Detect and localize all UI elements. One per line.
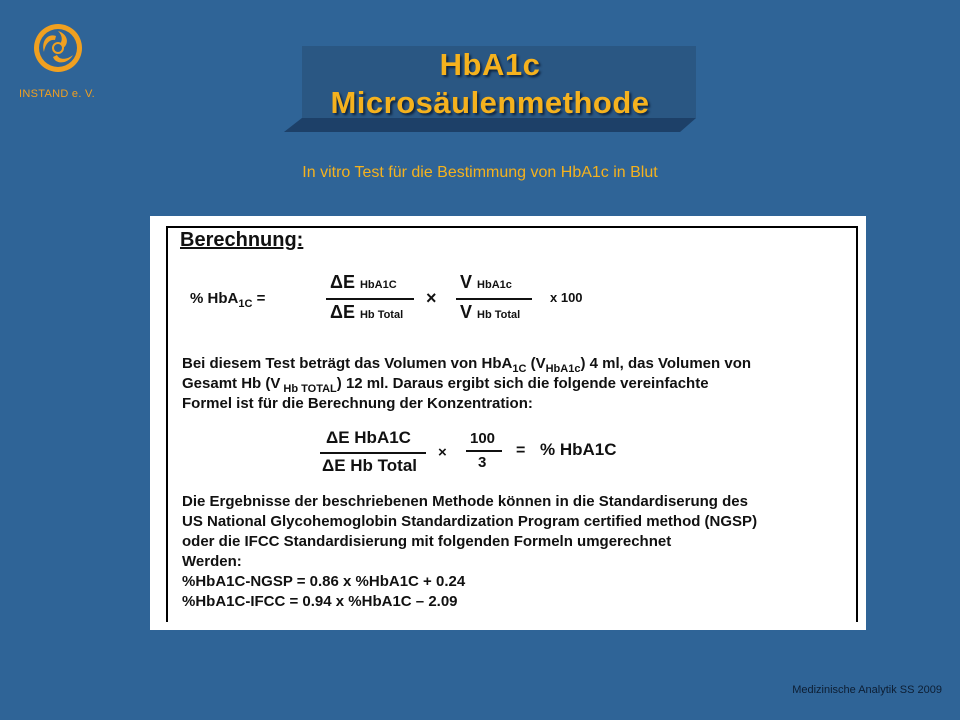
para2-line-1: Die Ergebnisse der beschriebenen Methode können in die Standardiserung des: [182, 493, 748, 510]
title-line-1: HbA1c: [439, 47, 541, 82]
formula1-den2: V Hb Total: [460, 302, 521, 322]
para2-line-3: oder die IFCC Standardisierung mit folgenden Formeln umgerechnet: [182, 533, 672, 550]
formula2-num: ΔE HbA1C: [326, 428, 411, 447]
conversion-ifcc: %HbA1C-IFCC = 0.94 x %HbA1C – 2.09: [182, 593, 458, 610]
formula2-den: ΔE Hb Total: [322, 456, 418, 475]
formula2-equals: =: [516, 442, 526, 459]
para2-line-4: Werden:: [182, 553, 242, 570]
para2-line-2: US National Glycohemoglobin Standardization Program certified method (NGSP): [182, 513, 758, 530]
formula1-num2: V HbA1c: [460, 272, 512, 292]
org-name: INSTAND e. V.: [19, 88, 96, 100]
formula2-den2: 3: [478, 454, 487, 471]
instand-logo: [32, 22, 84, 74]
conversion-ngsp: %HbA1C-NGSP = 0.86 x %HbA1C + 0.24: [182, 573, 466, 590]
formula2-fraction-line-2: [466, 450, 502, 452]
title-line-2: Microsäulenmethode: [330, 85, 650, 120]
scanned-document: [150, 216, 866, 630]
document-frame: [166, 226, 858, 622]
calc-heading: Berechnung:: [180, 229, 304, 251]
subtitle: In vitro Test für die Bestimmung von HbA1c in Blut: [302, 164, 658, 181]
instand-logo-mark: [32, 22, 84, 74]
footer-course: Medizinische Analytik SS 2009: [792, 684, 942, 696]
formula2-times: ×: [438, 444, 447, 461]
formula1-factor: x 100: [550, 290, 583, 305]
formula2-result: % HbA1C: [540, 440, 617, 459]
formula2-fraction-line-1: [320, 452, 426, 454]
formula1-fraction-line-1: [326, 298, 414, 300]
formula1-lhs: % HbA$_{1C}$ =: [190, 290, 266, 310]
page-title: [284, 46, 696, 122]
para1-line-2: Gesamt Hb (V $_{Hb TOTAL}$) 12 ml. Daraus ergibt sich die folgende vereinfachte: [182, 375, 709, 395]
para1-line-3: Formel ist für die Berechnung der Konzentration:: [182, 395, 533, 412]
formula2-num2: 100: [470, 430, 496, 447]
formula1-num1: ΔE HbA1C: [330, 272, 397, 292]
formula1-den1: ΔE Hb Total: [330, 302, 404, 322]
formula1-times: ×: [426, 288, 437, 308]
formula1-fraction-line-2: [456, 298, 532, 300]
para1-line-1: Bei diesem Test beträgt das Volumen von HbA$_{1C}$ $(V_{HbA1c})$ 4 ml, das Volumen von: [182, 355, 752, 375]
